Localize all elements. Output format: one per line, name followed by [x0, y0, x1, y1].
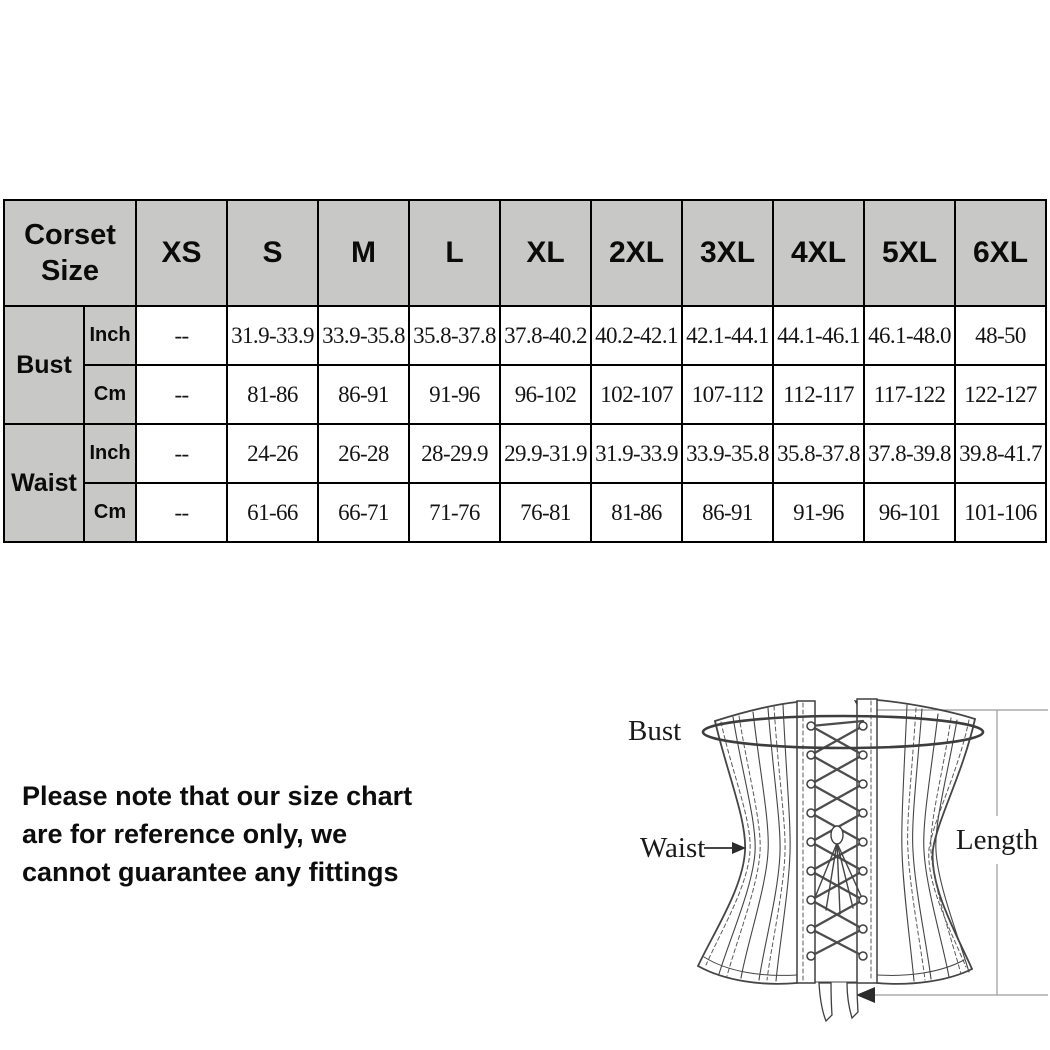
col-header-6xl: 6XL [955, 200, 1046, 306]
lace-tail-left [819, 983, 832, 1021]
table-row-waist-cm [4, 483, 1046, 542]
table-cell: 102-107 [591, 365, 682, 424]
arrowhead-bottom [856, 987, 875, 1003]
col-header-2xl: 2XL [591, 200, 682, 306]
table-cell: -- [136, 365, 227, 424]
table-cell: 91-96 [773, 483, 864, 542]
table-cell: 96-101 [864, 483, 955, 542]
table-cell: 71-76 [409, 483, 500, 542]
table-cell: 28-29.9 [409, 424, 500, 483]
waist-arrow [704, 842, 746, 854]
table-cell: 96-102 [500, 365, 591, 424]
table-cell: 37.8-40.2 [500, 306, 591, 365]
table-cell: 26-28 [318, 424, 409, 483]
lace-knot [831, 826, 843, 844]
row-unit-cm: Cm [84, 483, 136, 542]
row-unit-cm: Cm [84, 365, 136, 424]
table-cell: 122-127 [955, 365, 1046, 424]
table-cell: 44.1-46.1 [773, 306, 864, 365]
table-cell: 33.9-35.8 [318, 306, 409, 365]
table-cell: 112-117 [773, 365, 864, 424]
col-header-4xl: 4XL [773, 200, 864, 306]
table-cell: 24-26 [227, 424, 318, 483]
table-row-bust-cm [4, 365, 1046, 424]
table-cell: -- [136, 424, 227, 483]
row-group-waist: Waist [4, 424, 84, 542]
col-header-xs: XS [136, 200, 227, 306]
disclaimer-note [22, 777, 492, 891]
note-line-3: cannot guarantee any fittings [22, 857, 399, 887]
table-cell: 42.1-44.1 [682, 306, 773, 365]
length-label: Length [955, 824, 1039, 856]
table-cell: 86-91 [318, 365, 409, 424]
table-cell: 29.9-31.9 [500, 424, 591, 483]
corner-header: Corset Size [4, 200, 136, 306]
table-cell: 35.8-37.8 [409, 306, 500, 365]
table-cell: -- [136, 483, 227, 542]
table-cell: 33.9-35.8 [682, 424, 773, 483]
table-cell: 81-86 [227, 365, 318, 424]
table-cell: 39.8-41.7 [955, 424, 1046, 483]
table-cell: 117-122 [864, 365, 955, 424]
waist-label: Waist [640, 832, 706, 864]
bust-label: Bust [628, 715, 682, 747]
note-line-2: are for reference only, we [22, 819, 348, 849]
col-header-l: L [409, 200, 500, 306]
lacing [811, 721, 863, 956]
table-cell: 81-86 [591, 483, 682, 542]
table-row-bust-inch [4, 306, 1046, 365]
row-unit-inch: Inch [84, 424, 136, 483]
col-header-3xl: 3XL [682, 200, 773, 306]
table-cell: 35.8-37.8 [773, 424, 864, 483]
table-cell: 31.9-33.9 [227, 306, 318, 365]
table-cell: 46.1-48.0 [864, 306, 955, 365]
row-unit-inch: Inch [84, 306, 136, 365]
table-row-waist-inch [4, 424, 1046, 483]
table-cell: 40.2-42.1 [591, 306, 682, 365]
table-cell: 107-112 [682, 365, 773, 424]
row-group-bust: Bust [4, 306, 84, 424]
note-line-1: Please note that our size chart [22, 781, 413, 811]
header-row [4, 200, 1046, 306]
table-cell: 86-91 [682, 483, 773, 542]
table-cell: 61-66 [227, 483, 318, 542]
col-header-m: M [318, 200, 409, 306]
table-cell: 31.9-33.9 [591, 424, 682, 483]
lace-tail-right [847, 983, 858, 1018]
table-cell: 91-96 [409, 365, 500, 424]
corset-size-table [3, 199, 1047, 543]
col-header-5xl: 5XL [864, 200, 955, 306]
table-cell: 76-81 [500, 483, 591, 542]
corset-drawing [698, 699, 983, 1021]
col-header-s: S [227, 200, 318, 306]
table-cell: -- [136, 306, 227, 365]
table-cell: 101-106 [955, 483, 1046, 542]
col-header-xl: XL [500, 200, 591, 306]
corset-measurement-diagram [600, 688, 1050, 1050]
table-cell: 66-71 [318, 483, 409, 542]
table-cell: 48-50 [955, 306, 1046, 365]
table-cell: 37.8-39.8 [864, 424, 955, 483]
